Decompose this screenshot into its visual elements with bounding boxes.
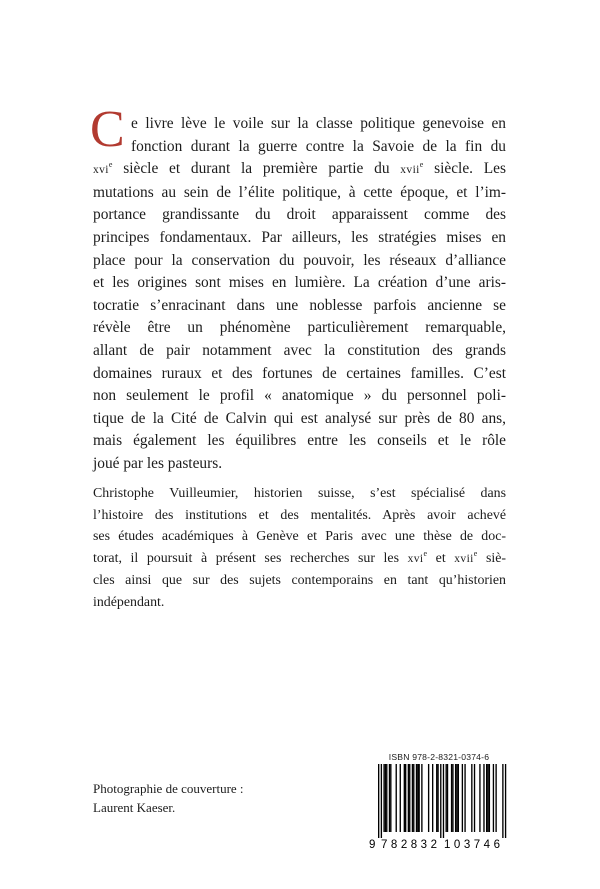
barcode-bar (413, 764, 414, 832)
barcode-bar (400, 764, 401, 832)
barcode-bar (493, 764, 494, 832)
bio-line: l’histoire des institutions et des mentalités. Après avoir achevé (93, 507, 506, 523)
barcode-bar (419, 764, 420, 832)
barcode-bar (487, 764, 488, 832)
barcode-bar (495, 764, 496, 832)
barcode-bars (378, 764, 506, 838)
summary-line: domaines ruraux et des fortunes de certaines familles. C’est (93, 364, 506, 382)
credit-label: Photographie de couverture : (93, 781, 244, 796)
isbn-barcode-block (368, 752, 510, 852)
barcode-bar (479, 764, 480, 832)
barcode-bar (456, 764, 457, 832)
summary-line: tocratie s’enracinant dans une noblesse parfois ancienne se (93, 296, 506, 314)
barcode-bar (389, 764, 390, 832)
barcode-bar (428, 764, 429, 832)
barcode-bar (404, 764, 405, 832)
barcode-guard-bar (502, 764, 503, 838)
barcode-bar (385, 764, 386, 832)
barcode-bar (483, 764, 484, 832)
barcode-guard-bar (381, 764, 382, 838)
barcode-guard-bar (440, 764, 441, 838)
barcode-bar (452, 764, 453, 832)
barcode-bar (386, 764, 387, 832)
barcode-bar (437, 764, 438, 832)
barcode-bar (486, 764, 487, 832)
summary-line: portance grandissante du droit apparaissent comme des (93, 206, 506, 224)
barcode-right-digits: 103746 (444, 839, 500, 851)
barcode-bar (383, 764, 384, 832)
barcode-bar (417, 764, 418, 832)
barcode-bar (412, 764, 413, 832)
cover-photo-credit (93, 779, 313, 817)
summary-line: joué par les pasteurs. (93, 454, 223, 472)
barcode-bar (446, 764, 447, 832)
barcode-bar (447, 764, 448, 832)
credit-photographer: Laurent Kaeser. (93, 800, 176, 815)
summary-line: e livre lève le voile sur la classe politique genevoise en (131, 115, 506, 132)
summary-line: mutations au sein de l’élite politique, à cette époque, et l’im- (93, 183, 506, 201)
barcode-bar (451, 764, 452, 832)
barcode-bar (390, 764, 391, 832)
summary-line: allant de pair notamment avec la constitution des grands (93, 341, 506, 359)
barcode-bar (416, 764, 417, 832)
barcode-bar (396, 764, 397, 832)
summary-line: xvi$^e$ siècle et durant la première partie du xvii$^e$ siècle. Les (93, 160, 506, 178)
barcode-bar (455, 764, 456, 832)
barcode-bar (421, 764, 422, 832)
summary-line: principes fondamentaux. Par ailleurs, les stratégies mises en (93, 228, 506, 246)
barcode-bar (464, 764, 465, 832)
barcode-bar (462, 764, 463, 832)
bio-line: Christophe Vuilleumier, historien suisse, s’est spécialisé dans (93, 486, 506, 501)
bio-line: indépendant. (93, 594, 165, 610)
barcode-bar (458, 764, 459, 832)
book-summary-paragraph (93, 113, 506, 476)
barcode-bar (489, 764, 490, 832)
drop-cap-letter: C (90, 101, 125, 158)
barcode-first-digit: 9 (369, 839, 376, 851)
barcode-bar (436, 764, 437, 832)
summary-line: et les origines sont mises en lumière. La création d’une aris- (93, 274, 506, 292)
summary-line: non seulement le profil « anatomique » du personnel poli- (93, 387, 506, 405)
barcode-bar (405, 764, 406, 832)
barcode-bar (474, 764, 475, 832)
bio-line: ses études académiques à Genève et Paris avec une thèse de doc- (93, 529, 506, 545)
isbn-label: ISBN 978-2-8321-0374-6 (388, 752, 490, 762)
author-biography-paragraph (93, 483, 506, 614)
barcode-left-digits: 782832 (381, 839, 437, 851)
summary-line: révèle être un phénomène particulièrement remarquable, (93, 319, 506, 337)
barcode-guard-bar (443, 764, 444, 838)
barcode-guard-bar (378, 764, 379, 838)
summary-line: tique de la Cité de Calvin qui est analysé sur près de 80 ans, (93, 409, 506, 427)
barcode-guard-bar (505, 764, 506, 838)
barcode-bar (471, 764, 472, 832)
barcode-bar (432, 764, 433, 832)
barcode-bar (409, 764, 410, 832)
summary-line: fonction durant la guerre contre la Savoie de la fin du (131, 137, 506, 155)
summary-line: mais également les équilibres entre les conseils et le rôle (93, 432, 506, 450)
summary-line: place pour la conservation du pouvoir, les réseaux d’alliance (93, 251, 506, 269)
barcode (368, 764, 510, 852)
bio-line: torat, il poursuit à présent ses recherches sur les xvi$^e$ et xvii$^e$ siè- (93, 548, 506, 566)
barcode-bar (408, 764, 409, 832)
bio-line: cles ainsi que sur des sujets contemporains en tant qu’historien (93, 573, 506, 589)
